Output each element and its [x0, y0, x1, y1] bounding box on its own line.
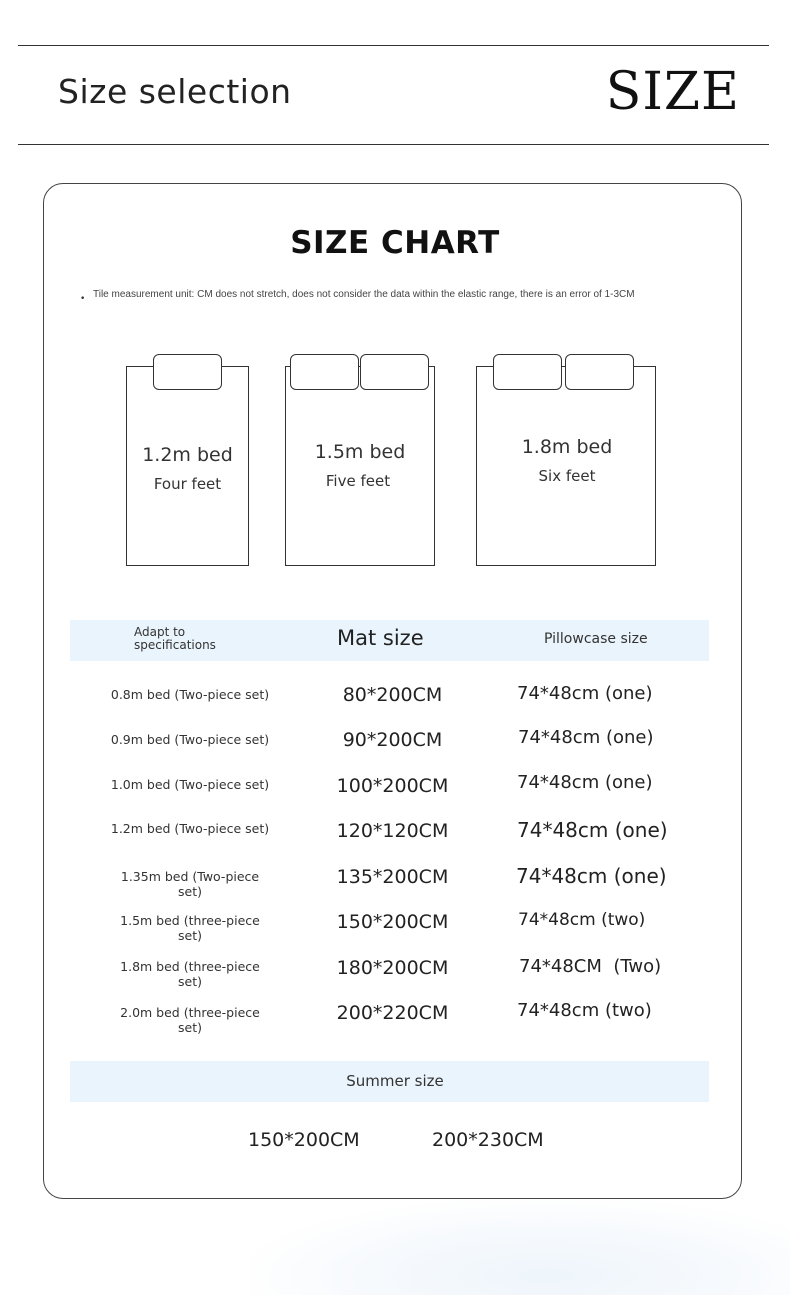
row-mat-size: 150*200CM — [336, 911, 449, 933]
bed-label: 1.2m bed — [142, 444, 233, 466]
row-pillowcase-size: 74*48cm (two) — [517, 1000, 652, 1021]
row-pillowcase-size: 74*48CM (Two) — [519, 956, 662, 977]
bed-sub-label: Five feet — [325, 472, 391, 490]
row-mat-size: 100*200CM — [336, 775, 449, 797]
bed-diagram-1-5m — [285, 366, 435, 566]
row-spec: 0.8m bed (Two-piece set) — [110, 687, 270, 702]
header-spec: Adapt to specifications — [134, 625, 216, 652]
header-bottom-divider — [18, 144, 769, 145]
row-mat-size: 90*200CM — [342, 729, 443, 751]
pillow-icon — [565, 354, 634, 390]
pillow-icon — [360, 354, 429, 390]
row-pillowcase-size: 74*48cm (one) — [517, 818, 668, 842]
row-mat-size: 200*220CM — [336, 1002, 449, 1024]
bed-sub-label: Six feet — [538, 467, 596, 485]
row-spec: 1.2m bed (Two-piece set) — [110, 821, 270, 836]
measurement-note: Tile measurement unit: CM does not stretch, does not consider the data within the elastic range, there is an error of 1-3CM — [93, 289, 635, 300]
row-spec: 1.35m bed (Two-piece set) — [120, 869, 260, 899]
bed-sub-label: Four feet — [153, 475, 222, 493]
header-pillowcase-size: Pillowcase size — [544, 631, 648, 647]
pillow-icon — [153, 354, 222, 390]
row-mat-size: 135*200CM — [336, 866, 449, 888]
summer-size-value: 200*230CM — [432, 1129, 544, 1151]
row-pillowcase-size: 74*48cm (one) — [517, 772, 653, 793]
bed-label: 1.8m bed — [521, 436, 613, 458]
row-pillowcase-size: 74*48cm (two) — [518, 910, 646, 930]
row-pillowcase-size: 74*48cm (one) — [517, 683, 653, 704]
summer-size-value: 150*200CM — [248, 1129, 360, 1151]
row-mat-size: 180*200CM — [336, 957, 449, 979]
chart-title: SIZE CHART — [290, 225, 500, 261]
bed-diagram-1-8m — [476, 366, 656, 566]
page-title: Size selection — [58, 72, 292, 111]
row-pillowcase-size: 74*48cm (one) — [518, 727, 654, 748]
row-spec: 1.8m bed (three-piece set) — [120, 959, 260, 989]
header-mat-size: Mat size — [337, 626, 424, 650]
pillow-icon — [290, 354, 359, 390]
row-spec: 2.0m bed (three-piece set) — [120, 1005, 260, 1035]
row-pillowcase-size: 74*48cm (one) — [516, 864, 667, 888]
row-spec: 1.0m bed (Two-piece set) — [110, 777, 270, 792]
row-spec: 0.9m bed (Two-piece set) — [110, 732, 270, 747]
header-top-divider — [18, 45, 769, 46]
row-mat-size: 120*120CM — [336, 820, 449, 842]
summer-size-title: Summer size — [346, 1072, 444, 1090]
pillow-icon — [493, 354, 562, 390]
bed-label: 1.5m bed — [314, 441, 406, 463]
note-bullet: • — [80, 294, 86, 304]
bottom-glow-decoration — [250, 1200, 790, 1295]
row-spec: 1.5m bed (three-piece set) — [120, 913, 260, 943]
row-mat-size: 80*200CM — [342, 684, 443, 706]
bed-diagram-1-2m — [126, 366, 249, 566]
size-logo-text: SIZE — [605, 62, 740, 122]
